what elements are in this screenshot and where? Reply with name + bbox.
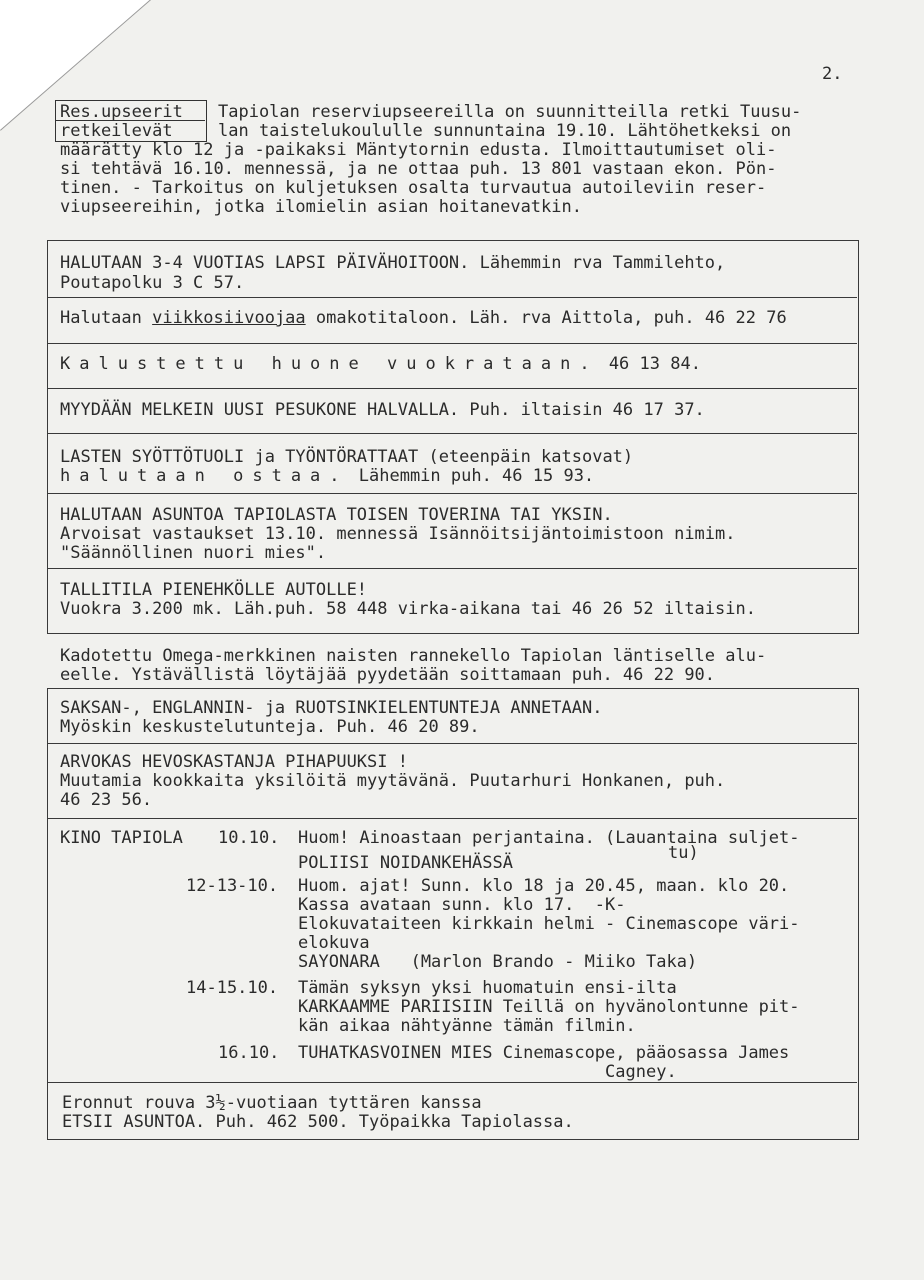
kino-row-2-line-1: Huom. ajat! Sunn. klo 18 ja 20.45, maan. klo 20. <box>298 876 790 896</box>
intro-line-1: Tapiolan reserviupseereilla on suunnitteilla retki Tuusu- <box>218 102 802 122</box>
lost-watch-line-2: eelle. Ystävällistä löytäjää pyydetään soittamaan puh. 46 22 90. <box>60 665 716 685</box>
ad-child-care-line-2: Poutapolku 3 C 57. <box>60 273 245 293</box>
intro-line-4: si tehtävä 16.10. mennessä, ja ne ottaa puh. 13 801 vastaan ekon. Pön- <box>60 159 777 179</box>
ad-chair-line-2 <box>60 466 594 487</box>
intro-line-5: tinen. - Tarkoitus on kuljetuksen osalta turvautua autoileviin reser- <box>60 178 767 198</box>
label-line-2: retkeilevät <box>60 121 173 141</box>
ad-cleaner <box>60 308 787 329</box>
lost-watch-line-1: Kadotettu Omega-merkkinen naisten rannekello Tapiolan läntiselle alu- <box>60 646 767 666</box>
ad-chair-line-1: LASTEN SYÖTTÖTUOLI ja TYÖNTÖRATTAAT (eteenpäin katsovat) <box>60 447 634 467</box>
ad-garage-line-1: TALLITILA PIENEHKÖLLE AUTOLLE! <box>60 580 368 600</box>
kino-row-2-line-2: Kassa avataan sunn. klo 17. -K- <box>298 895 626 915</box>
intro-line-6: viupseereihin, jotka ilomielin asian hoitanevatkin. <box>60 197 582 217</box>
ads-box <box>47 240 859 634</box>
kino-row-2-line-3: Elokuvataiteen kirkkain helmi - Cinemascope väri- <box>298 914 800 934</box>
ad-divorced-line-1: Eronnut rouva 3½-vuotiaan tyttären kanssa <box>62 1093 482 1113</box>
ad-apartment-line-1: HALUTAAN ASUNTOA TAPIOLASTA TOISEN TOVERINA TAI YKSIN. <box>60 505 613 525</box>
ad-room <box>60 354 701 375</box>
ad-chestnut-line-2: Muutamia kookkaita yksilöitä myytävänä. Puutarhuri Honkanen, puh. <box>60 771 726 791</box>
ad-garage-line-2: Vuokra 3.200 mk. Läh.puh. 58 448 virka-aikana tai 46 26 52 iltaisin. <box>60 599 756 619</box>
ad-child-care-line-1: HALUTAAN 3-4 VUOTIAS LAPSI PÄIVÄHOITOON. Lähemmin rva Tammilehto, <box>60 253 726 273</box>
kino-row-4-line-1: TUHATKASVOINEN MIES Cinemascope, pääosassa James <box>298 1043 790 1063</box>
ad-divider <box>47 297 857 298</box>
ad-chair-phone: Lähemmin puh. 46 15 93. <box>348 466 595 486</box>
ad-divider <box>47 343 857 344</box>
kino-date-2: 12-13-10. <box>186 876 279 896</box>
ad-divider <box>47 743 857 744</box>
ad-chestnut-line-1: ARVOKAS HEVOSKASTANJA PIHAPUUKSI ! <box>60 752 408 772</box>
kino-title: KINO TAPIOLA <box>60 828 183 848</box>
ad-cleaner-underlined: viikkosiivoojaa <box>152 308 306 328</box>
kino-date-4: 16.10. <box>218 1043 280 1063</box>
kino-date-3: 14-15.10. <box>186 978 279 998</box>
ad-chair-spaced: halutaan ostaa. <box>60 466 349 486</box>
ad-chestnut-line-3: 46 23 56. <box>60 790 153 810</box>
ad-languages-line-2: Myöskin keskustelutunteja. Puh. 46 20 89. <box>60 717 480 737</box>
label-line-1: Res.upseerit <box>60 102 183 122</box>
ad-cleaner-suffix: omakotitaloon. Läh. rva Aittola, puh. 46 22 76 <box>305 308 787 328</box>
ad-divider <box>47 433 857 434</box>
page-number: 2. <box>822 64 843 84</box>
kino-row-2-line-5: SAYONARA (Marlon Brando - Miiko Taka) <box>298 952 698 972</box>
ad-divider <box>47 388 857 389</box>
ad-divider <box>47 568 857 569</box>
ad-languages-line-1: SAKSAN-, ENGLANNIN- ja RUOTSINKIELENTUNTEJA ANNETAAN. <box>60 698 603 718</box>
kino-row-3-line-2: KARKAAMME PARIISIIN Teillä on hyvänolontunne pit- <box>298 997 800 1017</box>
kino-row-1-line-2: POLIISI NOIDANKEHÄSSÄ <box>298 853 513 873</box>
kino-row-3-line-1: Tämän syksyn yksi huomatuin ensi-ilta <box>298 978 677 998</box>
ad-cleaner-prefix: Halutaan <box>60 308 153 328</box>
ad-divider <box>47 818 857 819</box>
ad-apartment-line-2: Arvoisat vastaukset 13.10. mennessä Isännöitsijäntoimistoon nimim. <box>60 524 736 544</box>
ad-room-spaced: Kalustettu huone vuokrataan. <box>60 354 599 374</box>
kino-row-3-line-3: kän aikaa nähtyänne tämän filmin. <box>298 1016 636 1036</box>
ad-washer: MYYDÄÄN MELKEIN UUSI PESUKONE HALVALLA. Puh. iltaisin 46 17 37. <box>60 400 705 420</box>
intro-line-3: määrätty klo 12 ja -paikaksi Mäntytornin edusta. Ilmoittautumiset oli- <box>60 140 777 160</box>
kino-row-1-extra: tu) <box>668 843 699 863</box>
ad-room-phone: 46 13 84. <box>598 354 701 374</box>
kino-row-2-line-4: elokuva <box>298 933 370 953</box>
ad-divorced-line-2: ETSII ASUNTOA. Puh. 462 500. Työpaikka Tapiolassa. <box>62 1112 574 1132</box>
kino-row-4-line-2: Cagney. <box>298 1062 677 1082</box>
intro-line-2: lan taistelukoululle sunnuntaina 19.10. Lähtöhetkeksi on <box>218 121 792 141</box>
ad-divider <box>47 493 857 494</box>
kino-date-1: 10.10. <box>218 828 280 848</box>
ad-apartment-line-3: "Säännöllinen nuori mies". <box>60 543 327 563</box>
kino-row-1-line-1: Huom! Ainoastaan perjantaina. (Lauantaina suljet- <box>298 828 800 848</box>
